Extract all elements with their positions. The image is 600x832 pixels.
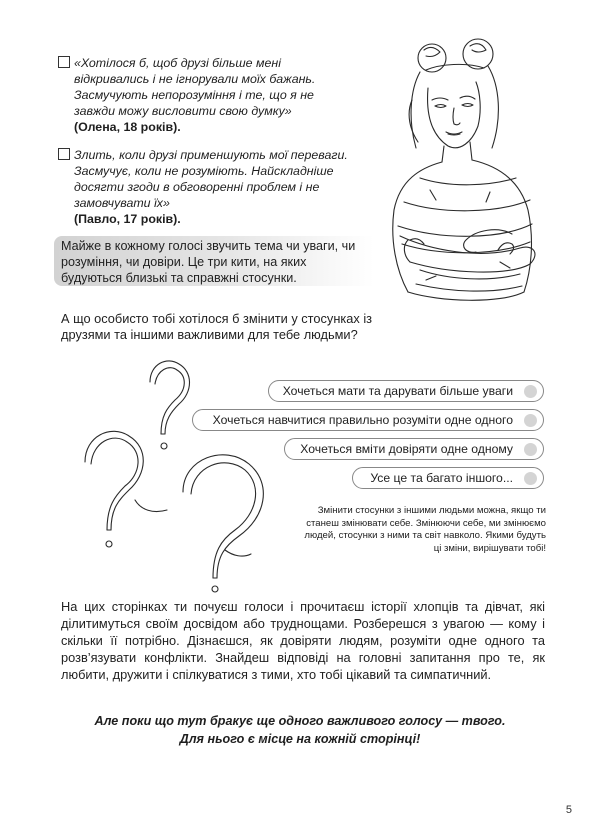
option-label: Хочеться мати та дарувати більше уваги	[282, 384, 513, 398]
option-label: Усе це та багато іншого...	[370, 471, 513, 485]
quote-pavlo	[58, 147, 358, 227]
closing-line-1: Але поки що тут бракує ще одного важливого голосу — твого.	[94, 714, 506, 728]
body-paragraph: На цих сторінках ти почуєш голоси і прочитаєш історії хлопців та дівчат, які ділитимуться своїм досвідом або труднощами. Розберешся з увагою — кому і скільки її потрібно. Дізнаєшся, як довіряти людям, розуміти одне одного та розв’язувати конфлікти. Знайдеш відповіді на головні запитання про те, як любити, дружити і спілкуватися з тими, хто тобі цікавий та симпатичний.	[61, 599, 545, 682]
closing-line-2: Для нього є місце на кожній сторінці!	[179, 732, 421, 746]
radio-dot-icon[interactable]	[524, 472, 537, 485]
radio-dot-icon[interactable]	[524, 385, 537, 398]
option-label: Хочеться вміти довіряти одне одному	[300, 442, 513, 456]
quote-olena: «Хотілося б, щоб друзі більше мені відкривались і не ігнорували моїх бажань. Засмучують непорозуміння і те, що я не завжди можу висловити свою думку» (Олена, 18 років).	[58, 55, 358, 135]
quote-author: (Павло, 17 років).	[74, 212, 181, 226]
side-note: Змінити стосунки з іншими людьми можна, якщо ти станеш змінювати себе. Змінюючи себе, ми змінюємо людей, стосунки з ними та світ навколо. Якими будуть ці зміни, вирішувати тобі!	[304, 505, 546, 554]
quote-text: «Хотілося б, щоб друзі більше мені відкривались і не ігнорували моїх бажань. Засмучують непорозуміння і те, що я не завжди можу висловити свою думку»	[74, 56, 316, 118]
highlight-statement: Майже в кожному голосі звучить тема чи уваги, чи розуміння, чи довіри. Це три кити, на яких будуються близькі та справжні стосунки.	[61, 239, 356, 285]
option-attention[interactable]	[268, 380, 544, 402]
radio-dot-icon[interactable]	[524, 414, 537, 427]
checkbox-icon[interactable]	[58, 56, 70, 68]
option-all[interactable]	[352, 467, 544, 489]
quote-text: Злить, коли друзі применшують мої переваги. Засмучує, коли не розуміють. Найскладніше досягти згоди в обговоренні проблем і не замовчувати їх»	[74, 148, 348, 210]
option-understanding[interactable]	[192, 409, 544, 431]
quote-author: (Олена, 18 років)	[74, 120, 178, 134]
option-label: Хочеться навчитися правильно розуміти одне одного	[212, 413, 513, 427]
reflection-question: А що особисто тобі хотілося б змінити у стосунках із друзями та іншими важливими для тебе людьми?	[61, 311, 373, 342]
radio-dot-icon[interactable]	[524, 443, 537, 456]
question-mark-illustration	[75, 350, 275, 595]
option-trust[interactable]	[284, 438, 544, 460]
girl-illustration	[380, 30, 560, 310]
closing-statement	[60, 712, 540, 748]
checkbox-icon[interactable]	[58, 148, 70, 160]
page-number: 5	[565, 804, 572, 816]
